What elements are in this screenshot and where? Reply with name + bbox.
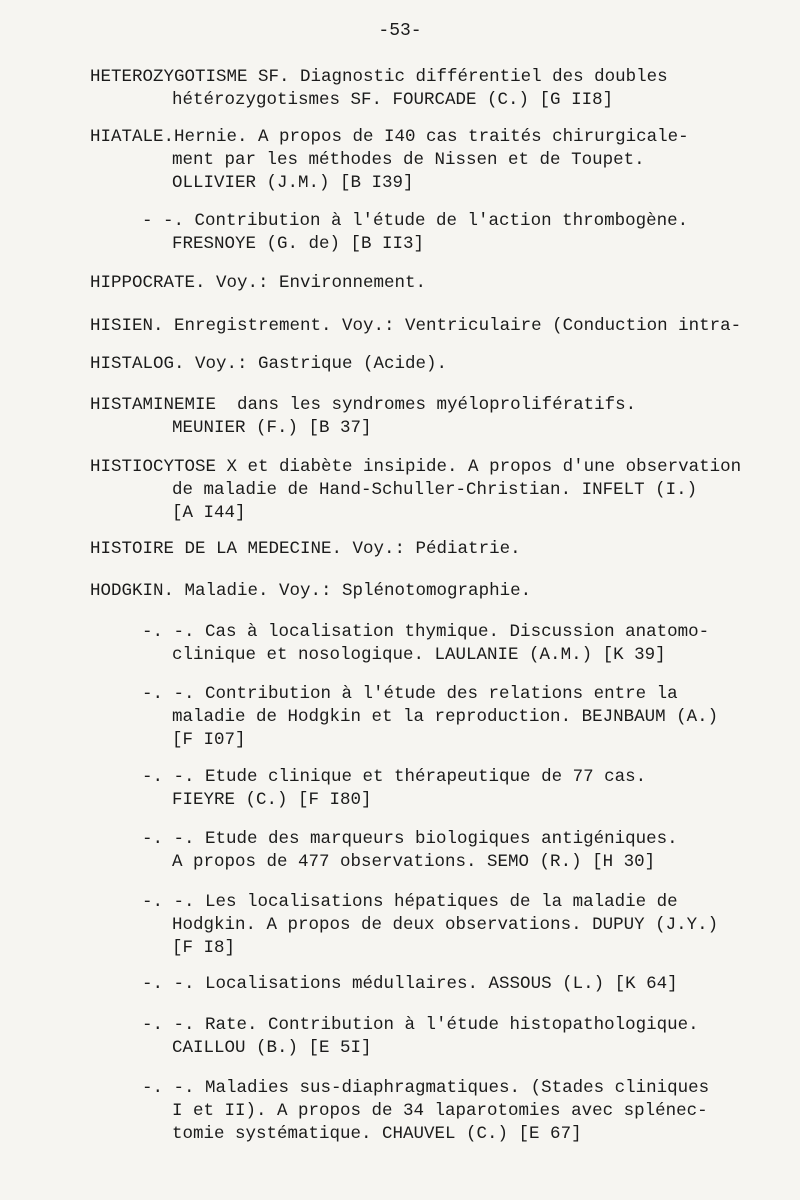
index-entry-hiatale-thrombogene	[142, 210, 688, 256]
index-entry-hodgkin-thymique	[142, 621, 709, 667]
entry-line: [F I8]	[172, 938, 236, 958]
entry-line: A propos de 477 observations. SEMO (R.) [H 30]	[172, 852, 656, 872]
entry-line: I et II). A propos de 34 laparotomies avec splénec-	[172, 1101, 708, 1121]
entry-line: -. -. Contribution à l'étude des relations entre la	[142, 684, 678, 704]
index-entry-hodgkin-77-cas	[142, 766, 646, 812]
entry-line: HISTIOCYTOSE X et diabète insipide. A propos d'une observation	[90, 457, 742, 477]
index-entry-histaminemie	[90, 394, 636, 440]
index-entry-hodgkin-rate	[142, 1014, 699, 1060]
index-entry-hodgkin-medullaires	[142, 973, 678, 996]
entry-line: clinique et nosologique. LAULANIE (A.M.) [K 39]	[172, 645, 666, 665]
entry-line: -. -. Cas à localisation thymique. Discussion anatomo-	[142, 622, 710, 642]
page-number: -53-	[378, 21, 422, 41]
index-entry-hodgkin-reproduction	[142, 683, 718, 752]
index-entry-histiocytose	[90, 456, 741, 525]
entry-line: -. -. Localisations médullaires. ASSOUS (L.) [K 64]	[142, 974, 678, 994]
entry-line: HISTALOG. Voy.: Gastrique (Acide).	[90, 354, 448, 374]
index-entry-hodgkin-sus-diaphragmatiques	[142, 1077, 709, 1146]
entry-line: MEUNIER (F.) [B 37]	[172, 418, 372, 438]
entry-line: HISTAMINEMIE dans les syndromes myéloprolifératifs.	[90, 395, 637, 415]
entry-line: HIPPOCRATE. Voy.: Environnement.	[90, 273, 427, 293]
index-entry-histoire-medecine	[90, 538, 521, 561]
index-entry-hippocrate	[90, 272, 426, 295]
entry-line: Hodgkin. A propos de deux observations. DUPUY (J.Y.)	[172, 915, 719, 935]
entry-line: HODGKIN. Maladie. Voy.: Splénotomographie.	[90, 581, 532, 601]
entry-line: FRESNOYE (G. de) [B II3]	[172, 234, 425, 254]
index-entry-hisien	[90, 315, 741, 338]
entry-line: [A I44]	[172, 503, 246, 523]
entry-line: -. -. Rate. Contribution à l'étude histopathologique.	[142, 1015, 699, 1035]
entry-line: OLLIVIER (J.M.) [B I39]	[172, 173, 414, 193]
index-entry-hodgkin-marqueurs	[142, 828, 678, 874]
entry-line: -. -. Les localisations hépatiques de la maladie de	[142, 892, 678, 912]
entry-line: -. -. Maladies sus-diaphragmatiques. (Stades cliniques	[142, 1078, 710, 1098]
entry-line: tomie systématique. CHAUVEL (C.) [E 67]	[172, 1124, 582, 1144]
entry-line: de maladie de Hand-Schuller-Christian. INFELT (I.)	[172, 480, 698, 500]
entry-line: HISTOIRE DE LA MEDECINE. Voy.: Pédiatrie.	[90, 539, 521, 559]
entry-line: hétérozygotismes SF. FOURCADE (C.) [G II8]	[172, 90, 614, 110]
entry-line: -. -. Etude des marqueurs biologiques antigéniques.	[142, 829, 678, 849]
index-entry-hiatale	[90, 126, 689, 195]
entry-line: HETEROZYGOTISME SF. Diagnostic différentiel des doubles	[90, 67, 668, 87]
index-entry-hodgkin-hepatiques	[142, 891, 718, 960]
entry-line: FIEYRE (C.) [F I80]	[172, 790, 372, 810]
entry-line: - -. Contribution à l'étude de l'action thrombogène.	[142, 211, 689, 231]
index-entry-heterozygotisme	[90, 66, 668, 112]
entry-line: HIATALE.Hernie. A propos de I40 cas traités chirurgicale-	[90, 127, 689, 147]
entry-line: maladie de Hodgkin et la reproduction. BEJNBAUM (A.)	[172, 707, 719, 727]
index-entry-hodgkin	[90, 580, 531, 603]
entry-line: ment par les méthodes de Nissen et de Toupet.	[172, 150, 645, 170]
entry-line: CAILLOU (B.) [E 5I]	[172, 1038, 372, 1058]
entry-line: -. -. Etude clinique et thérapeutique de 77 cas.	[142, 767, 647, 787]
index-entry-histalog	[90, 353, 447, 376]
entry-line: [F I07]	[172, 730, 246, 750]
entry-line: HISIEN. Enregistrement. Voy.: Ventriculaire (Conduction intra-	[90, 316, 742, 336]
